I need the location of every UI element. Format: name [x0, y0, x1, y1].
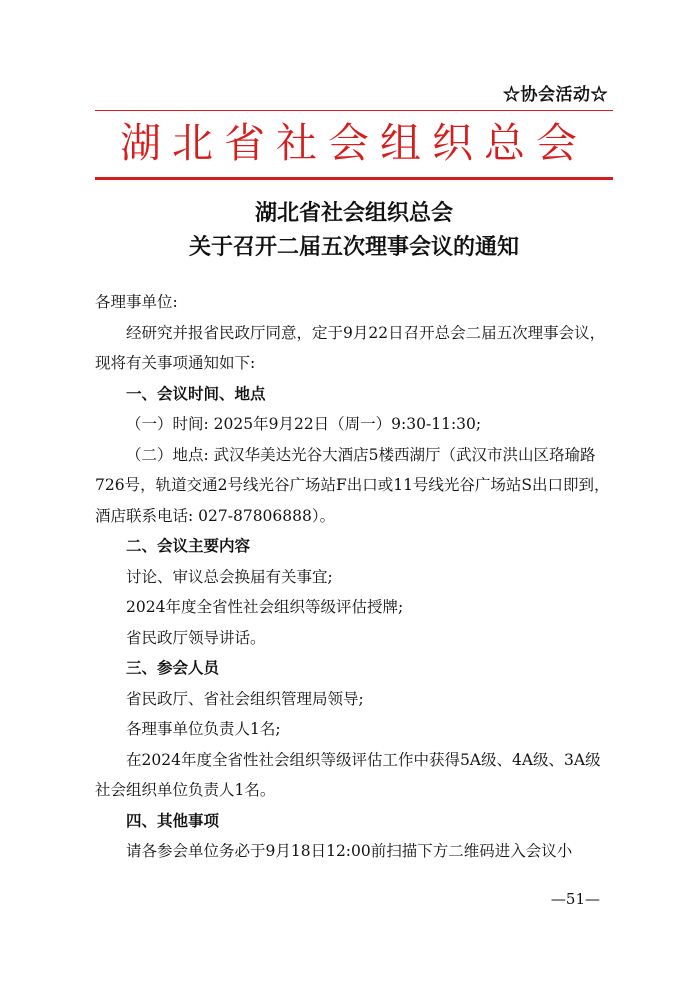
intro-paragraph: 经研究并报省民政厅同意，定于9月22日召开总会二届五次理事会议，现将有关事项通知如下:: [95, 323, 606, 372]
section-heading-1: 一、会议时间、地点: [126, 384, 266, 403]
section-tag: ☆协会活动☆: [503, 85, 608, 105]
other-matters-text: 请各参会单位务必于9月18日12:00前扫描下方二维码进入会议小: [126, 842, 573, 860]
title-line-2: 关于召开二届五次理事会议的通知: [188, 234, 519, 260]
section-heading-4: 四、其他事项: [126, 811, 220, 830]
attendee-item: 省民政厅、省社会组织管理局领导;: [126, 689, 364, 708]
org-banner: 湖北省社会组织总会: [120, 119, 588, 167]
header-rule-bottom: [95, 177, 613, 180]
agenda-item: 省民政厅领导讲话。: [126, 628, 266, 647]
title-line-1: 湖北省社会组织总会: [254, 200, 453, 226]
attendee-item: 各理事单位负责人1名;: [126, 720, 281, 738]
meeting-time: （一）时间: 2025年9月22日（周一）9:30-11:30;: [126, 415, 482, 433]
agenda-item: 2024年度全省性社会组织等级评估授牌;: [126, 598, 404, 616]
page-number: —51—: [550, 890, 600, 908]
meeting-place: （二）地点: 武汉华美达光谷大酒店5楼西湖厅（武汉市洪山区珞瑜路726号，轨道交通2号线光谷广场站F出口或11号线光谷广场站S出口即到，酒店联系电话: 027-87806888）。: [95, 445, 610, 525]
attendee-item: 在2024年度全省性社会组织等级评估工作中获得5A级、4A级、3A级社会组织单位负责人1名。: [95, 750, 601, 799]
header-rule-top: [95, 110, 613, 111]
salutation: 各理事单位:: [95, 293, 178, 311]
section-heading-2: 二、会议主要内容: [126, 537, 251, 555]
agenda-item: 讨论、审议总会换届有关事宜;: [126, 567, 333, 586]
section-heading-3: 三、参会人员: [126, 659, 220, 677]
document-body: [95, 287, 613, 867]
document-title: [95, 196, 613, 264]
